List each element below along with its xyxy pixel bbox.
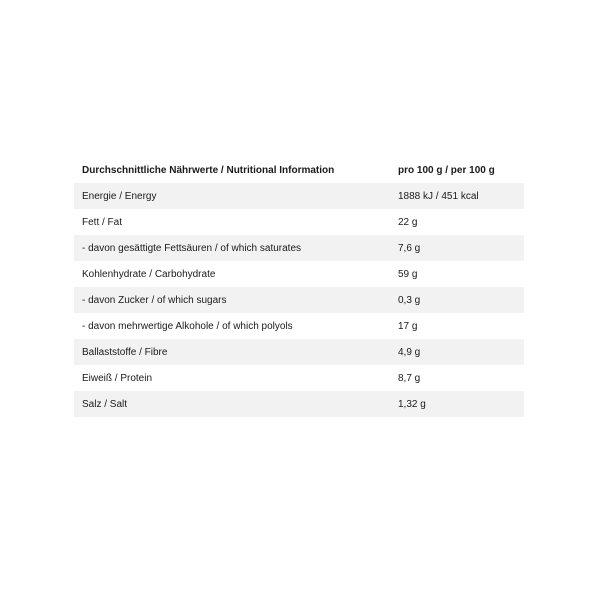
table-row bbox=[74, 209, 524, 235]
row-label: Fett / Fat bbox=[82, 216, 123, 228]
table-row bbox=[74, 261, 524, 287]
row-label: - davon Zucker / of which sugars bbox=[82, 294, 227, 306]
table-row bbox=[74, 313, 524, 339]
header-label: Durchschnittliche Nährwerte / Nutritional Information bbox=[82, 164, 335, 176]
table-row bbox=[74, 287, 524, 313]
row-value: 0,3 g bbox=[398, 294, 421, 306]
row-label: Eiweiß / Protein bbox=[82, 372, 153, 384]
row-label: Ballaststoffe / Fibre bbox=[82, 346, 168, 358]
row-label: - davon gesättigte Fettsäuren / of which saturates bbox=[82, 242, 302, 254]
table-header-row bbox=[74, 157, 524, 183]
table-row bbox=[74, 183, 524, 209]
row-value: 22 g bbox=[398, 216, 418, 228]
row-value: 1888 kJ / 451 kcal bbox=[398, 190, 479, 202]
table-row bbox=[74, 339, 524, 365]
row-value: 1,32 g bbox=[398, 398, 426, 410]
row-label: Energie / Energy bbox=[82, 190, 157, 202]
table-row bbox=[74, 235, 524, 261]
row-value: 8,7 g bbox=[398, 372, 421, 384]
row-label: - davon mehrwertige Alkohole / of which polyols bbox=[82, 320, 293, 332]
row-value: 4,9 g bbox=[398, 346, 421, 358]
nutrition-table bbox=[74, 157, 524, 417]
row-label: Kohlenhydrate / Carbohydrate bbox=[82, 268, 216, 280]
row-value: 7,6 g bbox=[398, 242, 421, 254]
row-label: Salz / Salt bbox=[82, 398, 128, 410]
row-value: 17 g bbox=[398, 320, 418, 332]
header-value: pro 100 g / per 100 g bbox=[398, 164, 495, 176]
table-row bbox=[74, 391, 524, 417]
row-value: 59 g bbox=[398, 268, 418, 280]
table-row bbox=[74, 365, 524, 391]
